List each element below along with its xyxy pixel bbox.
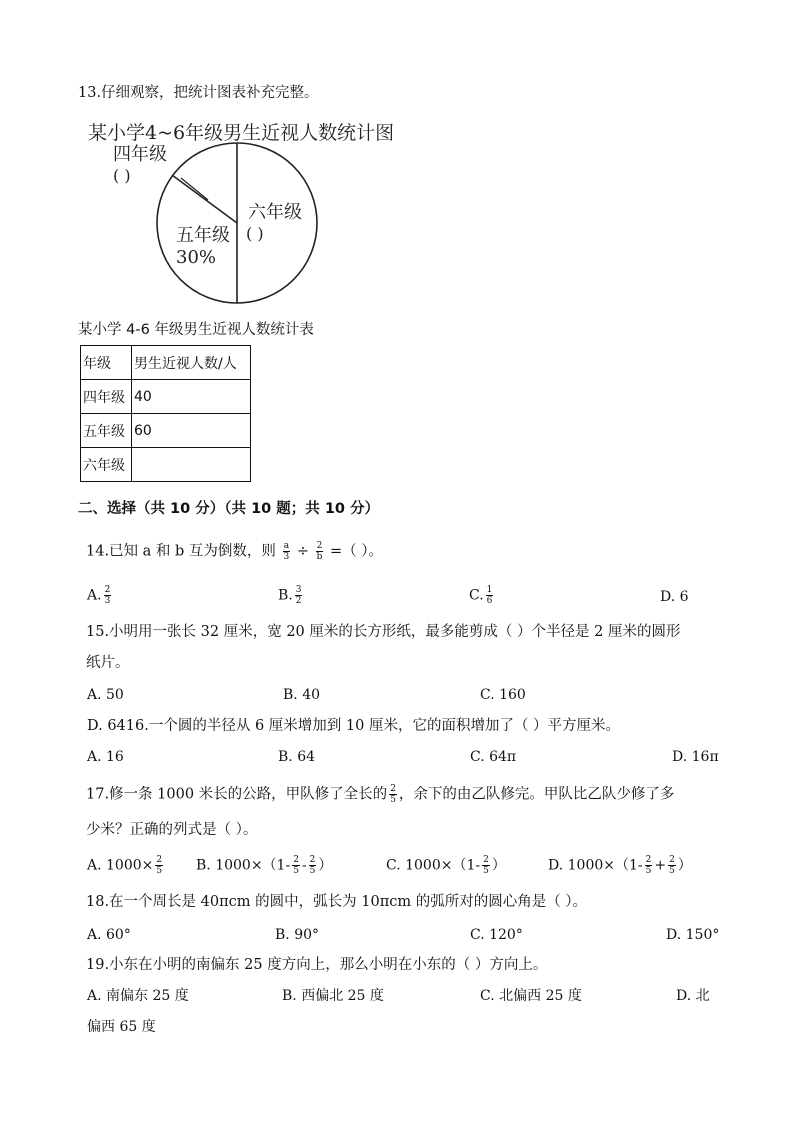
pie-label-grade4: 四年级 [113,144,167,165]
table-row [81,448,251,482]
section-title: 二、选择（共 10 分）（共 10 题；共 10 分） [78,501,380,517]
q17-option-a[interactable]: A. 1000× $\frac{2}{5}$ [87,855,163,876]
q16-option-c[interactable]: C. 64π [470,749,517,765]
q15-option-a[interactable]: A. 50 [87,687,124,703]
table-header-cell: 年级 [81,346,132,380]
q15-option-b[interactable]: B. 40 [283,687,321,703]
table-cell: 40 [132,380,251,414]
q18-option-c[interactable]: C. 120° [470,927,523,943]
q15-option-d-and-q16-stem[interactable]: D. 6416.一个圆的半径从 6 厘米增加到 10 厘米，它的面积增加了（ ）平方厘米。 [87,718,621,734]
table-row [81,414,251,448]
stats-table [80,345,251,482]
table-header-row [81,346,251,380]
q15-stem-line1: 15.小明用一张长 32 厘米，宽 20 厘米的长方形纸，最多能剪成（ ）个半径是 2 厘米的圆形 [86,624,681,640]
q14-option-b[interactable]: B. $\frac{3}{2}$ [278,585,302,606]
q14-fraction-b: $\frac{2}{b}$ [316,541,323,562]
q14-stem-text: 14.已知 a 和 b 互为倒数，则 [86,543,276,560]
table-cell: 六年级 [81,448,132,482]
q19-option-c[interactable]: C. 北偏西 25 度 [480,988,582,1004]
q18-option-b[interactable]: B. 90° [275,927,320,943]
q17-option-d[interactable]: D. 1000×（1- $\frac{2}{5}$ + $\frac{2}{5}$ ） [548,855,692,876]
pie-chart [80,115,420,310]
q19-option-b[interactable]: B. 西偏北 25 度 [282,988,384,1004]
q17-stem-line1: 17.修一条 1000 米长的公路，甲队修了全长的 $\frac{2}{5}$ ，余下的由乙队修完。甲队比乙队少修了多 [86,784,675,805]
table-cell: 60 [132,414,251,448]
q15-stem-line2: 纸片。 [86,655,130,671]
table-cell[interactable] [132,448,251,482]
q17-option-b[interactable]: B. 1000×（1- $\frac{2}{5}$ - $\frac{2}{5}$ ） [196,855,333,876]
q15-option-c[interactable]: C. 160 [480,687,526,703]
pie-label-grade6: 六年级 [248,202,302,223]
table-caption: 某小学 4-6 年级男生近视人数统计表 [78,322,314,338]
q18-stem: 18.在一个周长是 40πcm 的圆中，弧长为 10πcm 的弧所对的圆心角是（ ）。 [86,894,588,910]
pie-label-grade5: 五年级 [176,225,230,246]
q19-option-d-continued[interactable]: 偏西 65 度 [87,1019,156,1035]
q18-option-a[interactable]: A. 60° [87,927,131,943]
pie-value-grade6: ( ) [246,224,264,243]
pie-chart-title: 某小学4~6年级男生近视人数统计图 [88,122,395,144]
table-cell: 五年级 [81,414,132,448]
q14-operator: ÷ [296,543,310,560]
table-row [81,380,251,414]
pie-value-grade4: ( ) [113,166,131,185]
pie-leader-line [181,178,208,200]
q14-option-d[interactable]: D. 6 [660,589,689,605]
q16-option-a[interactable]: A. 16 [87,749,124,765]
q14-option-a[interactable]: A. $\frac{2}{3}$ [87,585,111,606]
q17-fraction: $\frac{2}{5}$ [390,784,396,805]
q14-stem-end: =（ ）。 [330,543,384,560]
q17-stem-line2: 少米？正确的列式是（ ）。 [86,822,258,838]
q14-option-c[interactable]: C. $\frac{1}{6}$ [469,585,493,606]
q17-option-c[interactable]: C. 1000×（1- $\frac{2}{5}$ ） [386,855,506,876]
q19-option-a[interactable]: A. 南偏东 25 度 [87,988,189,1004]
pie-value-grade5: 30% [176,247,217,268]
q13-title: 13.仔细观察，把统计图表补充完整。 [78,85,319,101]
pie-divider-diagonal [172,175,237,223]
q19-stem: 19.小东在小明的南偏东 25 度方向上，那么小明在小东的（ ）方向上。 [86,957,548,973]
q16-option-d[interactable]: D. 16π [672,749,719,765]
q18-option-d[interactable]: D. 150° [666,927,720,943]
q14-stem [86,541,383,562]
table-cell: 四年级 [81,380,132,414]
q19-option-d[interactable]: D. 北 [676,988,710,1004]
table-header-cell: 男生近视人数/人 [132,346,251,380]
q14-fraction-a: $\frac{a}{3}$ [283,541,290,562]
q16-option-b[interactable]: B. 64 [278,749,316,765]
